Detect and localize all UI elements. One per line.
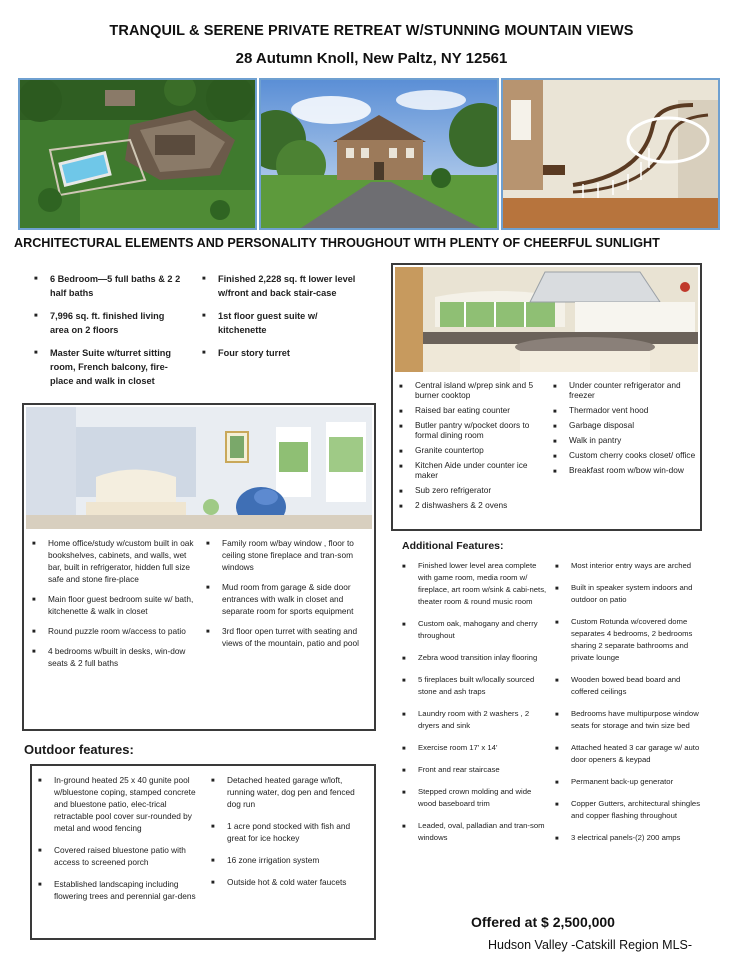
list-item: ■ 6 Bedroom—5 full baths & 2 2 half baths bbox=[32, 272, 182, 300]
highlights-left-list bbox=[32, 272, 182, 397]
list-item: ■ Front and rear staircase bbox=[400, 764, 550, 776]
mls-footer: Hudson Valley -Catskill Region MLS- bbox=[488, 938, 693, 952]
list-item: ■ 16 zone irrigation system bbox=[209, 854, 369, 866]
kitchen-features-left bbox=[397, 380, 547, 515]
kitchen-features-box bbox=[391, 263, 702, 531]
list-item: ■ Copper Gutters, architectural shingles and copper flashing throughout bbox=[553, 798, 703, 822]
additional-features-right bbox=[553, 560, 703, 854]
list-item: ■ Master Suite w/turret sitting room, French balcony, fire-place and walk in closet bbox=[32, 346, 182, 388]
list-item: ■ Most interior entry ways are arched bbox=[553, 560, 703, 572]
list-item: ■ Covered raised bluestone patio with access to screened porch bbox=[36, 844, 204, 868]
list-item: ■ Established landscaping including flowering trees and perennial gar-dens bbox=[36, 878, 204, 902]
headline: ARCHITECTURAL ELEMENTS AND PERSONALITY THROUGHOUT WITH PLENTY OF CHEERFUL SUNLIGHT bbox=[14, 236, 660, 250]
list-item: ■ Home office/study w/custom built in oak bookshelves, cabinets, and walls, wet bar, built in refrigerator, hidden full size safe and stone fire-place bbox=[30, 537, 198, 585]
list-item: ■ Attached heated 3 car garage w/ auto door openers & keypad bbox=[553, 742, 703, 766]
list-item: ■ Family room w/bay window , floor to ceiling stone fireplace and tran-som windows bbox=[204, 537, 372, 573]
list-item: ■ Main floor guest bedroom suite w/ bath, kitchenette & walk in closet bbox=[30, 593, 198, 617]
list-item: ■ 3 electrical panels-(2) 200 amps bbox=[553, 832, 703, 844]
list-item: ■ Stepped crown molding and wide wood baseboard trim bbox=[400, 786, 550, 810]
list-item: ■ Walk in pantry bbox=[551, 435, 696, 445]
kitchen-features-right bbox=[551, 380, 696, 480]
list-item: ■ Exercise room 17' x 14' bbox=[400, 742, 550, 754]
list-item: ■ Central island w/prep sink and 5 burner cooktop bbox=[397, 380, 547, 400]
list-item: ■ Leaded, oval, palladian and tran-som windows bbox=[400, 820, 550, 844]
outdoor-features-left bbox=[36, 774, 204, 912]
additional-features-heading: Additional Features: bbox=[402, 540, 504, 552]
list-item: ■ Custom cherry cooks closet/ office bbox=[551, 450, 696, 460]
price: Offered at $ 2,500,000 bbox=[471, 914, 615, 930]
list-item: ■ Finished lower level area complete with game room, media room w/ fireplace, art room w/sink & cabi-nets, theater room & round music room bbox=[400, 560, 550, 608]
kitchen-photo bbox=[395, 267, 698, 372]
list-item: ■ 4 bedrooms w/built in desks, win-dow seats & 2 full baths bbox=[30, 645, 198, 669]
list-item: ■ Under counter refrigerator and freezer bbox=[551, 380, 696, 400]
outdoor-heading: Outdoor features: bbox=[24, 742, 134, 757]
list-item: ■ Finished 2,228 sq. ft lower level w/front and back stair-case bbox=[200, 272, 360, 300]
list-item: ■ 1 acre pond stocked with fish and great for ice hockey bbox=[209, 820, 369, 844]
house-front-photo bbox=[259, 78, 499, 230]
list-item: ■ 1st floor guest suite w/ kitchenette bbox=[200, 309, 360, 337]
list-item: ■ Kitchen Aide under counter ice maker bbox=[397, 460, 547, 480]
list-item: ■ Thermador vent hood bbox=[551, 405, 696, 415]
outdoor-features-right bbox=[209, 774, 369, 898]
list-item: ■ 5 fireplaces built w/locally sourced stone and ash traps bbox=[400, 674, 550, 698]
list-item: ■ Raised bar eating counter bbox=[397, 405, 547, 415]
bedroom-photo bbox=[26, 407, 372, 529]
listing-title: TRANQUIL & SERENE PRIVATE RETREAT W/STUNNING MOUNTAIN VIEWS bbox=[109, 23, 634, 39]
listing-address: 28 Autumn Knoll, New Paltz, NY 12561 bbox=[235, 50, 508, 67]
interior-features-box bbox=[22, 403, 376, 731]
list-item: ■ Breakfast room w/bow win-dow bbox=[551, 465, 696, 475]
list-item: ■ Bedrooms have multipurpose window seats for storage and twin size bed bbox=[553, 708, 703, 732]
list-item: ■ 3rd floor open turret with seating and views of the mountain, patio and pool bbox=[204, 625, 372, 649]
list-item: ■ Built in speaker system indoors and outdoor on patio bbox=[553, 582, 703, 606]
interior-features-right bbox=[204, 537, 372, 657]
list-item: ■ Wooden bowed bead board and coffered ceilings bbox=[553, 674, 703, 698]
list-item: ■ Detached heated garage w/loft, running water, dog pen and fenced dog run bbox=[209, 774, 369, 810]
aerial-photo bbox=[18, 78, 257, 230]
list-item: ■ Four story turret bbox=[200, 346, 360, 360]
list-item: ■ Mud room from garage & side door entrances with walk in closet and separate room for sports equipment bbox=[204, 581, 372, 617]
list-item: ■ Laundry room with 2 washers , 2 dryers and sink bbox=[400, 708, 550, 732]
list-item: ■ Outside hot & cold water faucets bbox=[209, 876, 369, 888]
list-item: ■ Zebra wood transition inlay flooring bbox=[400, 652, 550, 664]
highlights-right-list bbox=[200, 272, 360, 369]
list-item: ■ Sub zero refrigerator bbox=[397, 485, 547, 495]
list-item: ■ Custom oak, mahogany and cherry throughout bbox=[400, 618, 550, 642]
list-item: ■ Permanent back-up generator bbox=[553, 776, 703, 788]
list-item: ■ 2 dishwashers & 2 ovens bbox=[397, 500, 547, 510]
list-item: ■ Round puzzle room w/access to patio bbox=[30, 625, 198, 637]
additional-features-left bbox=[400, 560, 550, 854]
list-item: ■ 7,996 sq. ft. finished living area on 2 floors bbox=[32, 309, 182, 337]
interior-features-left bbox=[30, 537, 198, 677]
list-item: ■ Custom Rotunda w/covered dome separates 4 bedrooms, 2 bedrooms sharing 2 separate bathrooms and private lounge bbox=[553, 616, 703, 664]
list-item: ■ Granite countertop bbox=[397, 445, 547, 455]
outdoor-features-box bbox=[30, 764, 376, 940]
list-item: ■ Butler pantry w/pocket doors to formal dining room bbox=[397, 420, 547, 440]
list-item: ■ In-ground heated 25 x 40 gunite pool w/bluestone coping, stamped concrete and bluestone patio, elec-trical retractable pool cover sur-rounded by metal and wood fencing bbox=[36, 774, 204, 834]
foyer-staircase-photo bbox=[501, 78, 720, 230]
list-item: ■ Garbage disposal bbox=[551, 420, 696, 430]
